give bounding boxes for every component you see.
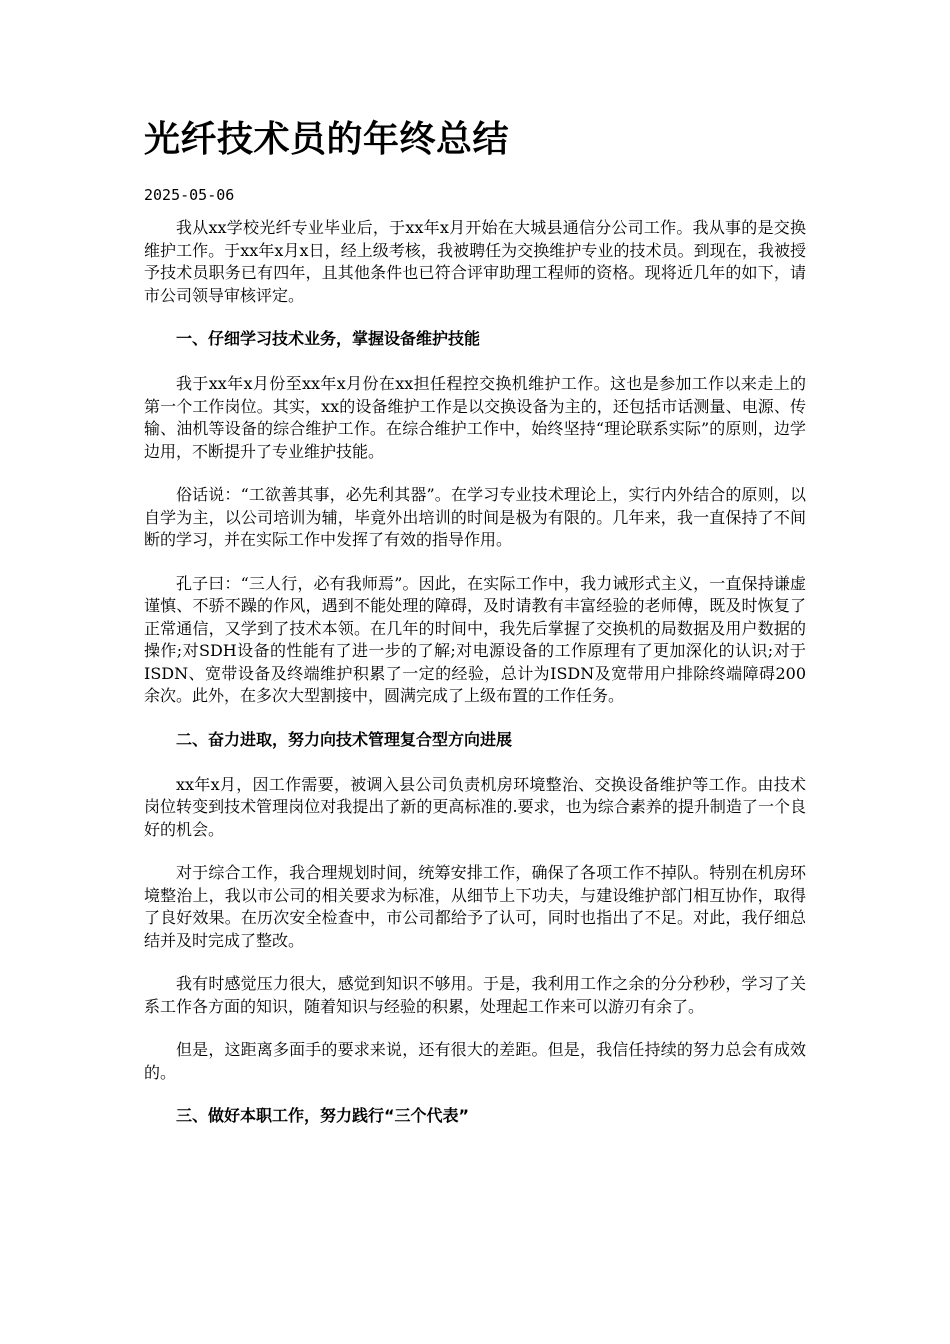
document-body [144, 114, 806, 1127]
section-heading-2: 二、奋力进取，努力向技术管理复合型方向进展 [176, 729, 513, 749]
section-heading-3: 三、做好本职工作，努力践行“三个代表” [176, 1106, 470, 1125]
section-heading-1: 一、仔细学习技术业务，掌握设备维护技能 [176, 329, 481, 348]
paragraph: 我于xx年x月份至xx年x月份在xx担任程控交换机维护工作。这也是参加工作以来走上的第一个工作岗位。其实，xx的设备维护工作是以交换设备为主的，还包括市话测量、电源、传输、油机等设备的综合维护工作。在综合维护工作中，始终坚持“理论联系实际”的原则，边学边用，不断提升了专业维护技能。 [144, 374, 806, 461]
document-title: 光纤技术员的年终总结 [144, 119, 510, 160]
paragraph: 对于综合工作，我合理规划时间，统筹安排工作，确保了各项工作不掉队。特别在机房环境整治上，我以市公司的相关要求为标准，从细节上下功夫，与建设维护部门相互协作，取得了良好效果。在历次安全检查中，市公司都给予了认可，同时也指出了不足。对此，我仔细总结并及时完成了整改。 [144, 863, 806, 950]
document-date: 2025-05-06 [144, 186, 235, 204]
paragraph: 孔子曰：“三人行，必有我师焉”。因此，在实际工作中，我力诫形式主义，一直保持谦虚谨慎、不骄不躁的作风，遇到不能处理的障碍，及时请教有丰富经验的老师傅，既及时恢复了正常通信，又学到了技术本领。在几年的时间中，我先后掌握了交换机的局数据及用户数据的操作;对SDH设备的性能有了进一步的了解;对电源设备的工作原理有了更加深化的认识;对于ISDN、宽带设备及终端维护积累了一定的经验，总计为ISDN及宽带用户排除终端障碍200余次。此外，在多次大型割接中，圆满完成了上级布置的工作任务。 [144, 573, 806, 705]
paragraph: xx年x月，因工作需要，被调入县公司负责机房环境整治、交换设备维护等工作。由技术岗位转变到技术管理岗位对我提出了新的更高标准的.要求，也为综合素养的提升制造了一个良好的机会。 [144, 774, 806, 839]
paragraph-intro: 我从xx学校光纤专业毕业后，于xx年x月开始在大城县通信分公司工作。我从事的是交换维护工作。于xx年x月x日，经上级考核，我被聘任为交换维护专业的技术员。到现在，我被授予技术员职务已有四年，且其他条件也已符合评审助理工程师的资格。现将近几年的如下，请市公司领导审核评定。 [144, 218, 806, 305]
paragraph: 但是，这距离多面手的要求来说，还有很大的差距。但是，我信任持续的努力总会有成效的。 [144, 1040, 806, 1082]
paragraph: 俗话说：“工欲善其事，必先利其器”。在学习专业技术理论上，实行内外结合的原则，以自学为主，以公司培训为辅，毕竟外出培训的时间是极为有限的。几年来，我一直保持了不间断的学习，并在实际工作中发挥了有效的指导作用。 [144, 485, 806, 549]
paragraph: 我有时感觉压力很大，感觉到知识不够用。于是，我利用工作之余的分分秒秒，学习了关系工作各方面的知识，随着知识与经验的积累，处理起工作来可以游刃有余了。 [144, 974, 806, 1016]
